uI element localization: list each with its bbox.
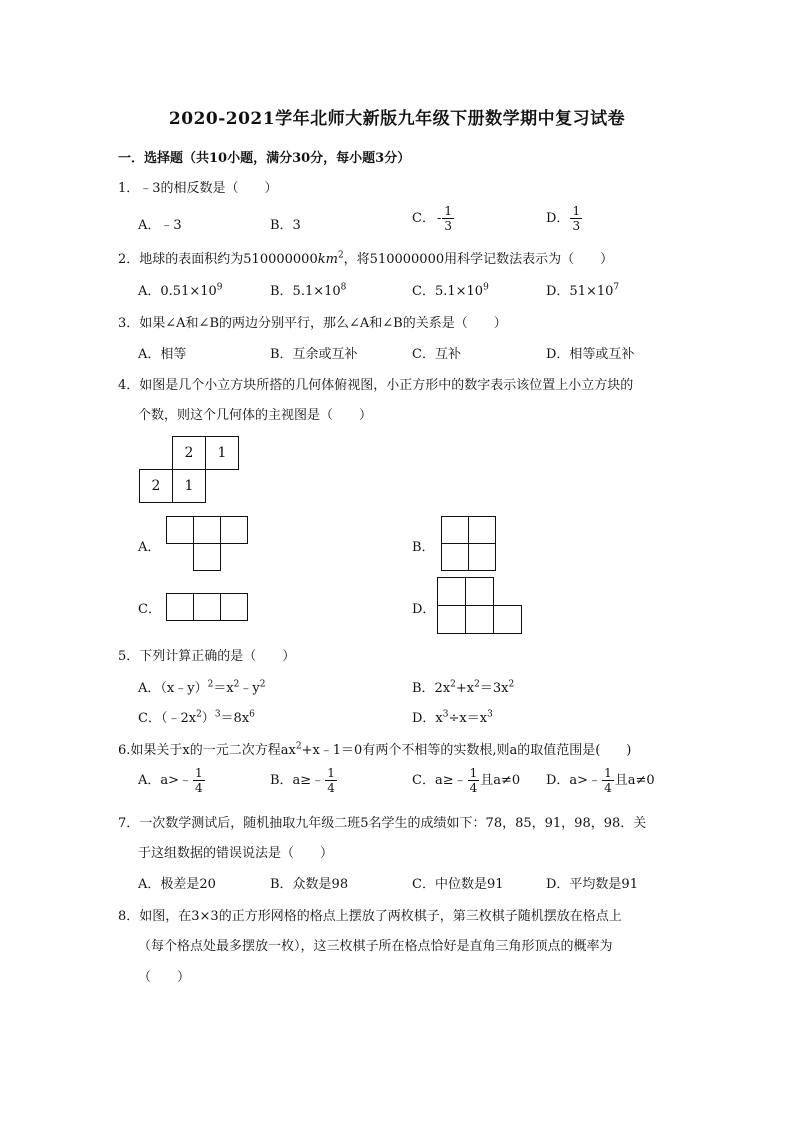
q5-option-a: A．$(x﹣y)^2=x^2﹣y^2$ xyxy=(138,679,266,696)
question-1-stem: 1．﹣3的相反数是（ ） xyxy=(118,181,278,196)
q5-option-b: B．$2x^2+x^2=3x^2$ xyxy=(412,679,515,696)
top-view-cell: 2 xyxy=(139,469,173,503)
question-2-stem: 2．地球的表面积约为$510000000km^2$，将510000000用科学记数法表示为（ ） xyxy=(118,250,614,267)
q4-option-b: B． xyxy=(412,540,435,555)
question-7-stem-line2: 于这组数据的错误说法是（ ） xyxy=(138,846,334,861)
question-5-stem: 5．下列计算正确的是（ ） xyxy=(118,649,296,664)
q7-option-c: C．中位数是91 xyxy=(412,877,504,892)
q6-option-a: A．a>﹣ $\frac{1}{4}$ xyxy=(138,766,203,795)
top-view-cell: 2 xyxy=(172,436,206,470)
q3-option-b: B．互余或互补 xyxy=(270,347,358,362)
question-8-stem-line1: 8．如图，在3×3的正方形网格的格点上摆放了两枚棋子，第三枚棋子随机摆放在格点上 xyxy=(118,909,622,924)
question-3-stem: 3．如果∠A和∠B的两边分别平行，那么∠A和∠B的关系是（ ） xyxy=(118,316,507,331)
question-4-stem-line2: 个数，则这个几何体的主视图是（ ） xyxy=(138,408,373,423)
q1-option-b: B．3 xyxy=(270,218,301,233)
question-6-stem: 6.如果关于x的一元二次方程$ax^2+x﹣1=0$有两个不相等的实数根,则a的取值范围是( ) xyxy=(118,741,632,758)
q4-option-a: A． xyxy=(138,540,161,555)
q7-option-b: B．众数是98 xyxy=(270,877,349,892)
question-4-stem-line1: 4．如图是几个小立方块所搭的几何体俯视图，小正方形中的数字表示该位置上小立方块的 xyxy=(118,378,634,393)
q7-option-a: A．极差是20 xyxy=(138,877,216,892)
q1-option-c: C． - $\frac{1}{3}$ xyxy=(412,204,452,233)
q2-option-d: D．$51\times 10^7$ xyxy=(546,282,620,299)
q2-option-b: B．$5.1\times 10^8$ xyxy=(270,282,347,299)
q2-option-a: A．$0.51\times 10^9$ xyxy=(138,282,223,299)
question-8-stem-line2: （每个格点处最多摆放一枚），这三枚棋子所在格点恰好是直角三角形顶点的概率为 xyxy=(138,939,613,954)
page-title: 2020-2021学年北师大新版九年级下册数学期中复习试卷 xyxy=(168,109,626,129)
q3-option-c: C．互补 xyxy=(412,347,461,362)
q1-option-a: A．﹣3 xyxy=(138,218,182,233)
question-7-stem-line1: 7．一次数学测试后，随机抽取九年级二班5名学生的成绩如下：78，85，91，98，98．关 xyxy=(118,816,647,831)
q6-option-b: B．a≥﹣ $\frac{1}{4}$ xyxy=(270,766,335,795)
q5-option-d: D．$x^3\div x=x^3$ xyxy=(412,709,493,726)
q6-option-c: C．a≥﹣ $\frac{1}{4}$ 且a≠0 xyxy=(412,766,521,795)
q7-option-d: D．平均数是91 xyxy=(546,877,638,892)
q2-option-c: C．$5.1\times 10^9$ xyxy=(412,282,489,299)
section-heading: 一．选择题（共10小题，满分30分，每小题3分） xyxy=(118,151,411,166)
q1-option-d: D． $\frac{1}{3}$ xyxy=(546,204,581,233)
top-view-cell: 1 xyxy=(205,436,239,470)
q6-option-d: D．a>﹣ $\frac{1}{4}$ 且a≠0 xyxy=(546,766,655,795)
top-view-cell: 1 xyxy=(172,469,206,503)
q5-option-c: C．$(﹣2x^2)^3=8x^6$ xyxy=(138,709,255,726)
q4-option-d: D． xyxy=(412,602,436,617)
q3-option-a: A．相等 xyxy=(138,347,187,362)
q4-option-c: C． xyxy=(138,602,161,617)
q3-option-d: D．相等或互补 xyxy=(546,347,635,362)
question-8-stem-line3: （ ） xyxy=(138,970,191,985)
